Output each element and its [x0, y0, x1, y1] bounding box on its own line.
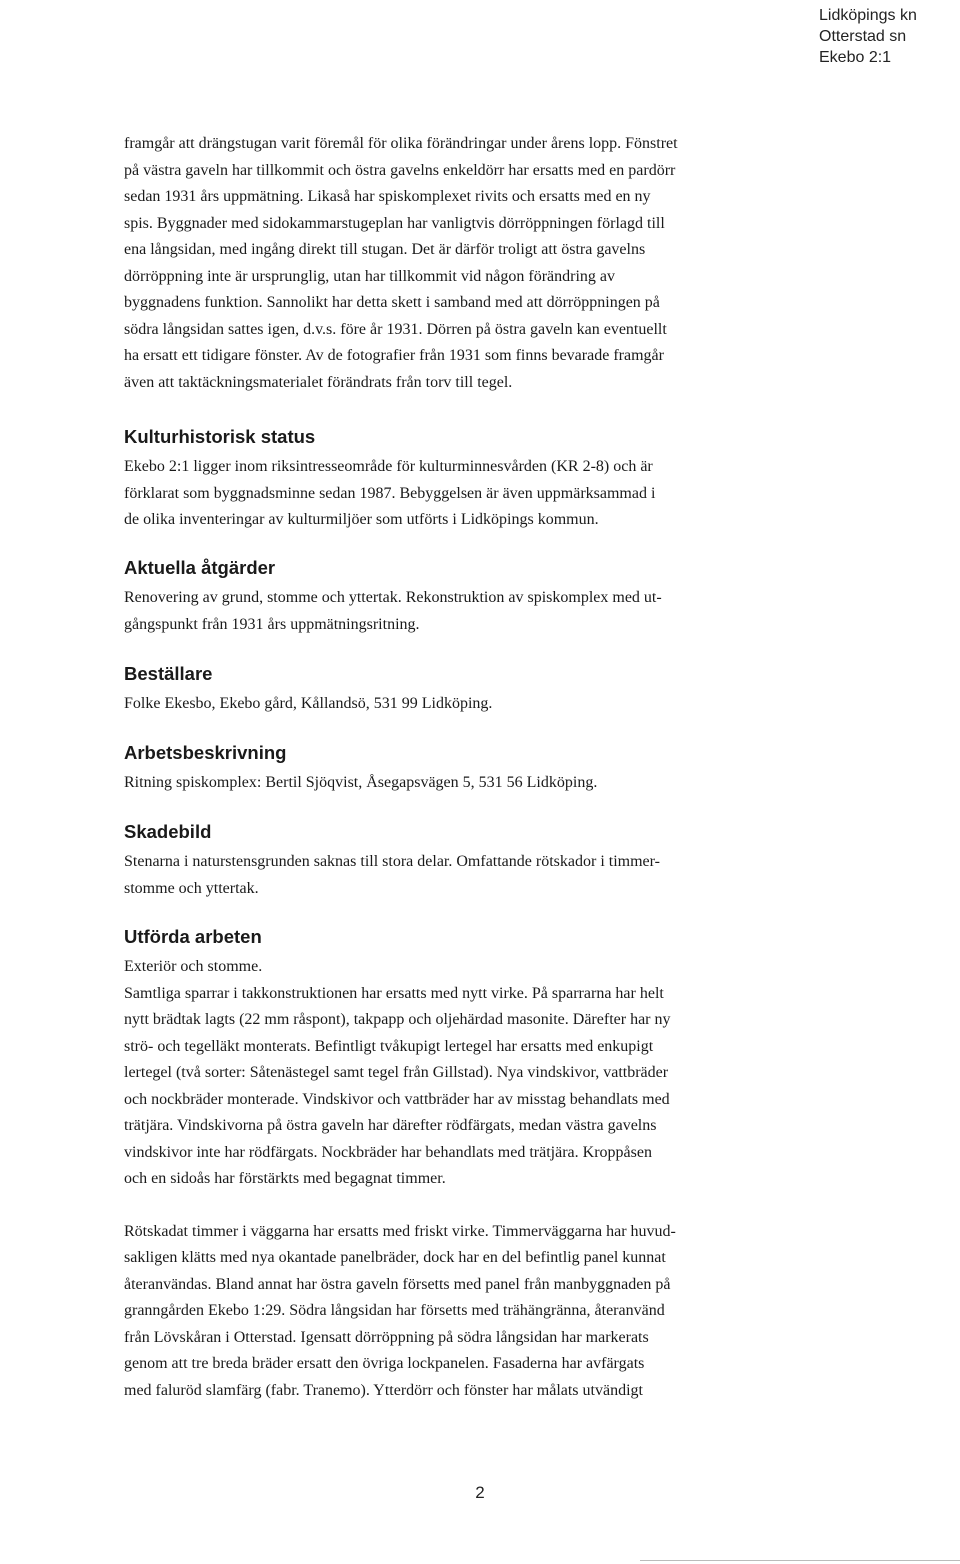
intro-line: spis. Byggnader med sidokammarstugeplan har vanligtvis dörröppningen förlagd till [124, 214, 665, 232]
body-line: gångspunkt från 1931 års uppmätningsritning. [124, 615, 420, 633]
intro-line: på västra gaveln har tillkommit och östra gavelns enkeldörr har ersatts med en pardörr [124, 161, 676, 179]
section-arbetsbeskrivning [124, 741, 818, 797]
intro-line: ha ersatt ett tidigare fönster. Av de fotografier från 1931 som finns bevarade framgår [124, 347, 664, 364]
intro-line: även att taktäckningsmaterialet förändrats från torv till tegel. [124, 373, 513, 391]
section-kulturhistorisk [124, 425, 818, 534]
body-line: Folke Ekesbo, Ekebo gård, Kållandsö, 531 99 Lidköping. [124, 695, 493, 712]
body-line: nytt brädtak lagts (22 mm råspont), takpapp och oljehärdad masonite. Därefter har ny [124, 1011, 671, 1028]
section-heading: Skadebild [124, 821, 212, 842]
scan-artifact-line [640, 1560, 960, 1561]
body-line: genom att tre breda bräder ersatt den övriga lockpanelen. Fasaderna har avfärgats [124, 1355, 645, 1372]
section-bestallare [124, 662, 818, 718]
body-line: stomme och yttertak. [124, 879, 259, 897]
section-skadebild [124, 820, 818, 902]
body-line: med faluröd slamfärg (fabr. Tranemo). Ytterdörr och fönster har målats utvändigt [124, 1381, 643, 1399]
body-line: Samtliga sparrar i takkonstruktionen har ersatts med nytt virke. På sparrarna har helt [124, 984, 664, 1002]
section-utforda [124, 925, 818, 1404]
body-line: återanvändas. Bland annat har östra gaveln försetts med panel från manbyggnaden på [124, 1275, 671, 1293]
section-heading: Kulturhistorisk status [124, 426, 316, 447]
body-line: Ekebo 2:1 ligger inom riksintresseområde för kulturminnesvården (KR 2-8) och är [124, 458, 653, 475]
header-municipality: Lidköpings kn [819, 7, 917, 24]
header-property: Ekebo 2:1 [819, 49, 892, 66]
body-line: från Lövskåran i Otterstad. Igensatt dörröppning på södra långsidan har markerats [124, 1328, 649, 1346]
body-line: lertegel (två sorter: Såtenästegel samt tegel från Gillstad). Nya vindskivor, vattbräder [124, 1064, 669, 1081]
section-heading: Arbetsbeskrivning [124, 742, 287, 763]
body-line: förklarat som byggnadsminne sedan 1987. Bebyggelsen är även uppmärksammad i [124, 484, 656, 502]
body-line: strö- och tegelläkt monterats. Befintligt tvåkupigt lertegel har ersatts med enkupigt [124, 1037, 654, 1055]
body-line: och en sidoås har förstärkts med begagnat timmer. [124, 1170, 446, 1187]
body-line: de olika inventeringar av kulturmiljöer som utförts i Lidköpings kommun. [124, 511, 599, 528]
body-line: granngården Ekebo 1:29. Södra långsidan har försetts med trähängränna, återanvänd [124, 1302, 665, 1319]
intro-line: ena långsidan, med ingång direkt till stugan. Det är därför troligt att östra gavelns [124, 241, 646, 258]
intro-line: södra långsidan sattes igen, d.v.s. före år 1931. Dörren på östra gaveln kan eventuellt [124, 320, 667, 338]
header-parish: Otterstad sn [819, 28, 907, 45]
intro-line: dörröppning inte är ursprunglig, utan har tillkommit vid någon förändring av [124, 267, 616, 285]
body-line: och nockbräder monterade. Vindskivor och vattbräder har av misstag behandlats med [124, 1090, 670, 1108]
page-number: 2 [475, 1483, 485, 1502]
body-line: vindskivor inte har rödfärgats. Nockbräder har behandlats med trätjära. Kroppåsen [124, 1143, 652, 1161]
body-line: Ritning spiskomplex: Bertil Sjöqvist, Åsegapsvägen 5, 531 56 Lidköping. [124, 774, 598, 791]
body-line: Exteriör och stomme. [124, 958, 263, 975]
body-line: Renovering av grund, stomme och yttertak. Rekonstruktion av spiskomplex med ut- [124, 589, 662, 606]
body-line: trätjära. Vindskivorna på östra gaveln har därefter rödfärgats, medan västra gavelns [124, 1117, 657, 1134]
section-atgarder [124, 556, 818, 638]
location-header [819, 5, 917, 68]
intro-line: framgår att drängstugan varit föremål för olika förändringar under årens lopp. Fönstret [124, 135, 678, 152]
section-heading: Aktuella åtgärder [124, 557, 276, 578]
intro-line: byggnadens funktion. Sannolikt har detta skett i samband med att dörröppningen på [124, 294, 660, 311]
section-heading: Utförda arbeten [124, 926, 262, 947]
intro-line: sedan 1931 års uppmätning. Likaså har spiskomplexet rivits och ersatts med en ny [124, 188, 651, 205]
body-line: Rötskadat timmer i väggarna har ersatts med friskt virke. Timmerväggarna har huvud- [124, 1222, 676, 1240]
body-line: Stenarna i naturstensgrunden saknas till stora delar. Omfattande rötskador i timmer- [124, 853, 660, 870]
body-line: sakligen klätts med nya okantade panelbräder, dock har en del befintlig panel kunnat [124, 1249, 666, 1266]
section-heading: Beställare [124, 663, 213, 684]
intro-paragraph [124, 131, 818, 396]
